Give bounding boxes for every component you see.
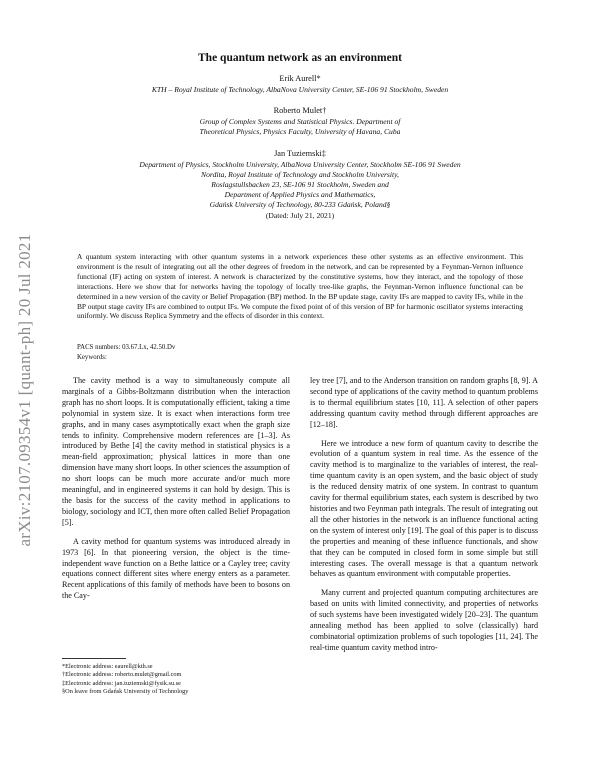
body-paragraph: Many current and projected quantum computing architectures are based on units with limited connectivity, and properties of networks of such systems have been investigated widely [20–23]. The quantum annealing method has been applied to solve (classically) hard combinatorial optimization problems of such topologies [11, 24]. The real-time quantum cavity method intro- <box>310 588 538 652</box>
footnote: ‡Electronic address: jan.tuziemski@fysik.su.se <box>62 679 181 687</box>
footnotes <box>62 663 302 697</box>
body-paragraph: ley tree [7], and to the Anderson transition on random graphs [8, 9]. A second type of applications of the cavity method to quantum problems is to thermal equilibrium states [10, 11]. A selection of other papers addressing quantum cavity method through different approaches are [12–18]. <box>310 376 538 429</box>
author-affiliation: KTH – Royal Institute of Technology, AlbaNova University Center, SE-106 91 Stockholm, Sweden <box>151 85 449 94</box>
author-name: Erik Aurell* <box>279 74 321 83</box>
author-affiliation: Group of Complex Systems and Statistical Physics. Department of <box>199 117 401 126</box>
arxiv-identifier: arXiv:2107.09354v1 [quant-ph] 20 Jul 2021 <box>15 233 34 547</box>
author-affiliation: Gdańsk University of Technology, 80-233 Gdańsk, Poland§ <box>209 200 391 209</box>
author-affiliation: Theoretical Physics, Physics Faculty, University of Havana, Cuba <box>199 127 401 136</box>
footnote: †Electronic address: roberto.mulet@gmail.com <box>62 671 182 679</box>
body-paragraph: The cavity method is a way to simultaneously compute all marginals of a Gibbs-Boltzmann distribution when the interaction graph has no short loops. It is computationally efficient, taking a time polynomial in system size. It is exact when interactions form tree graphs, and in many cases asymptotically exact when the graph size tends to infinity. Comprehensive modern references are [1–3]. As introduced by Bethe [4] the cavity method in statistical physics is a mean-field approximation; physical lattices in more than one dimension have many short loops. In other sciences the assumption of no short loops can be much more accurate and/or much more meaningful, and in engineered systems it can hold by design. This is the basis for the success of the cavity method in applications to biology, sociology and ICT, then more often called Belief Propagation [5]. <box>62 376 290 527</box>
body-paragraph: Here we introduce a new form of quantum cavity to describe the evolution of a quantum system in real time. As the essence of the cavity method is to marginalize to the variables of interest, the real-time quantum cavity is an open system, and the basic object of study is the reduced density matrix of one system. In contrast to quantum cavity for thermal equilibrium states, each system is described by two histories and two Feynman path integrals. The result of integrating out all the other histories in the network is an influence functional acting on the system of interest only [19]. The goal of this paper is to discuss the properties and meaning of these influence functionals, and show that they can be computed in closed form in some simple but still interesting cases. The overall message is that a quantum network behaves as quantum environment with computable properties. <box>310 438 539 579</box>
author-affiliation: Department of Physics, Stockholm University, AlbaNova University Center, Stockholm SE-106 91 Sweden <box>139 160 461 169</box>
body-column-right <box>310 376 538 654</box>
body-column-left <box>62 376 290 602</box>
author-name: Roberto Mulet† <box>273 106 327 115</box>
body-paragraph: A cavity method for quantum systems was introduced already in 1973 [6]. In that pioneering version, the object is the time-independent wave function on a Bethe lattice or a Cayley tree; cavity equations connect different sites where energy enters as a parameter. Recent applications of this family of methods have been to bosons on the Cay- <box>62 536 290 601</box>
author-name: Jan Tuziemski‡ <box>274 149 326 158</box>
author-affiliation: Nordita, Royal Institute of Technology and Stockholm University, <box>201 170 399 179</box>
keywords: Keywords: <box>77 353 107 361</box>
dated-line: (Dated: July 21, 2021) <box>265 211 335 220</box>
pacs-block <box>77 343 175 362</box>
author-affiliation: Department of Applied Physics and Mathematics, <box>224 190 376 199</box>
arxiv-sidebar <box>10 190 40 590</box>
pacs-numbers: PACS numbers: 03.67.Lx, 42.50.Dv <box>77 344 176 351</box>
paper-title: The quantum network as an environment <box>198 52 402 64</box>
footnote: *Electronic address: eaurell@kth.se <box>62 663 153 670</box>
author-affiliation: Roslagstullsbacken 23, SE-106 91 Stockholm, Sweden and <box>211 180 389 189</box>
abstract: A quantum system interacting with other quantum systems in a network experiences these other systems as an effective environment. This environment is the result of integrating out all the other degrees of freedom in the network, and can be represented by a Feynman-Vernon influence functional (IF) acting on system of interest. A network is characterized by the constitutive systems, how they interact, and the topology of those interactions. Here we show that for networks having the topology of locally tree-like graphs, the Feynman-Vernon influence functional can be determined in a new version of the cavity or Belief Propagation (BP) method. In the BP update stage, cavity IFs are mapped to cavity IFs, while in the BP output stage cavity IFs are combined to output IFs. We compute the fixed point of of this version of BP for harmonic oscillator systems interacting uniformly. We discuss Replica Symmetry and the effects of disorder in this context. <box>77 252 523 321</box>
footnote-rule <box>62 658 126 659</box>
footnote: §On leave from Gdańsk University of Technology <box>62 688 189 696</box>
